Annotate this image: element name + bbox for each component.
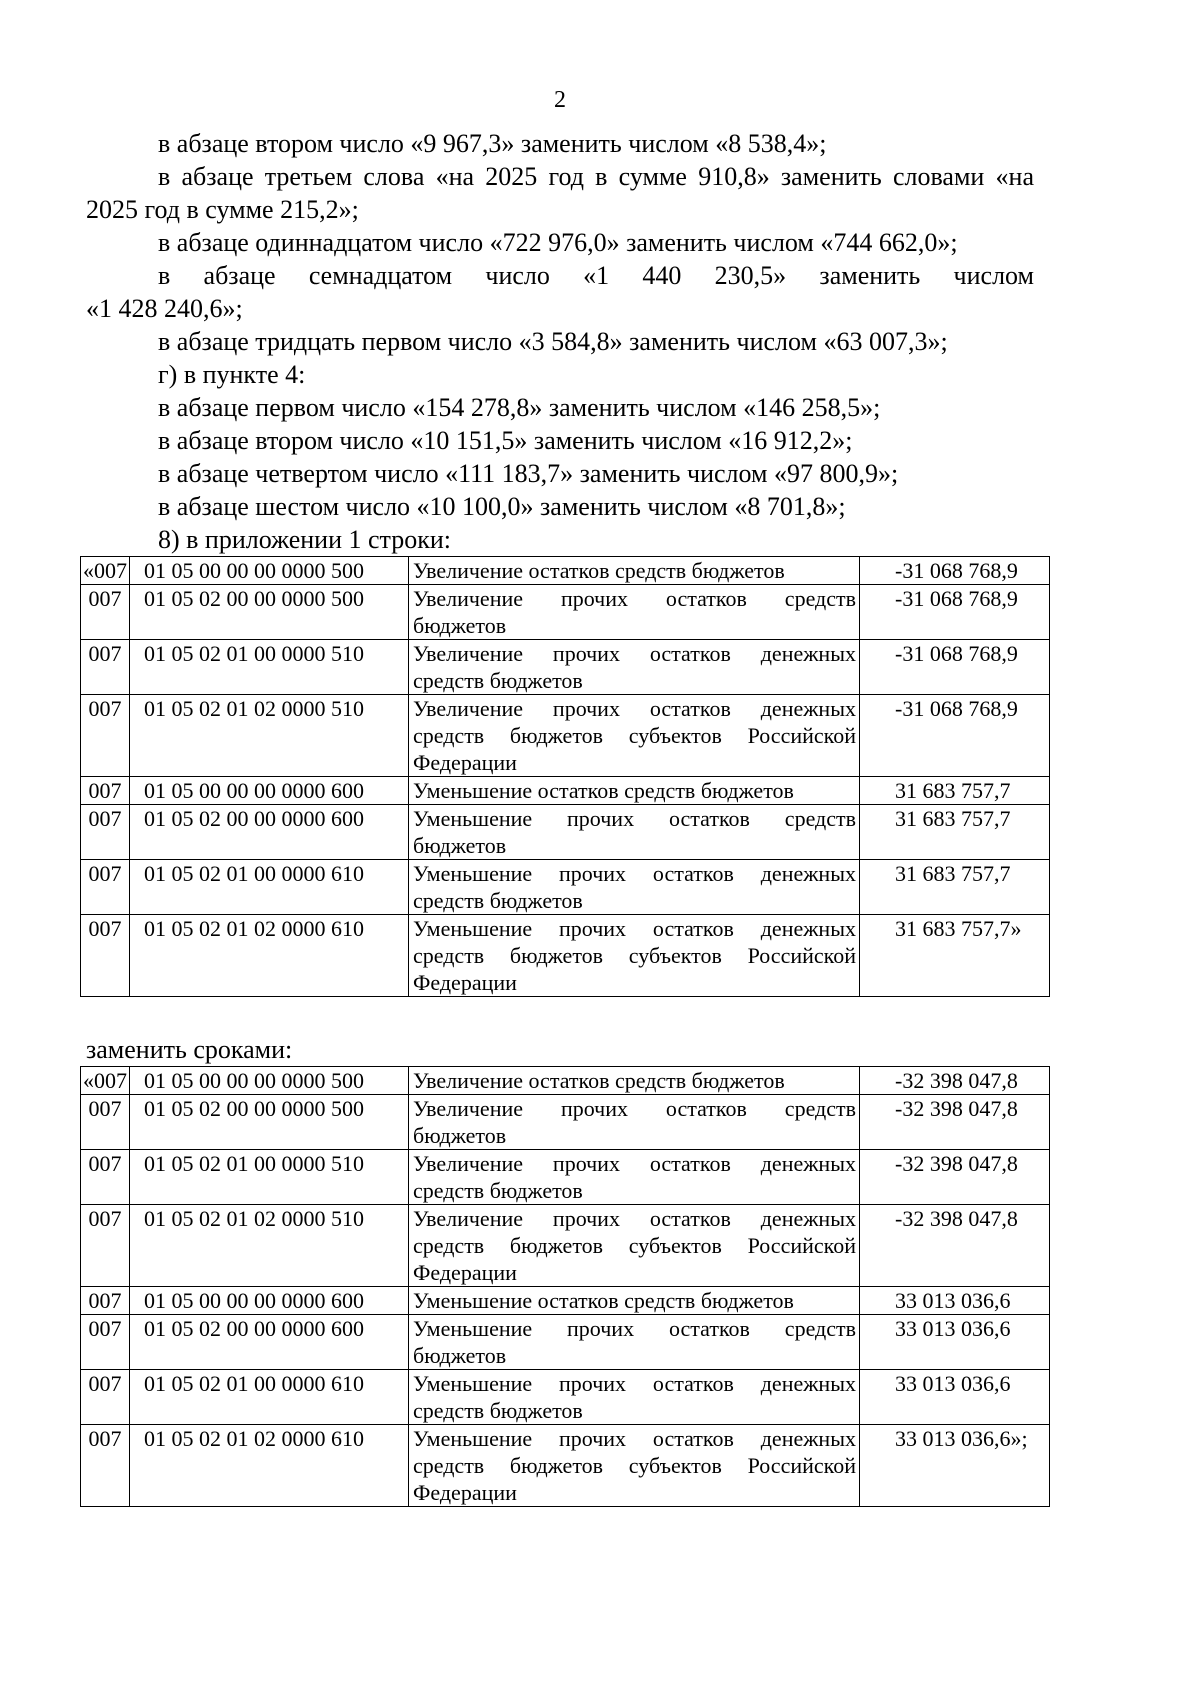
amount-value: -32 398 047,8 [895, 1068, 1018, 1093]
table-row [81, 695, 1050, 777]
amount-value: 31 683 757,7 [895, 861, 1011, 886]
amount-cell [860, 1315, 1050, 1370]
paragraph: в абзаце первом число «154 278,8» заменить числом «146 258,5»; [158, 393, 881, 422]
admin-code-cell: 007 [81, 695, 130, 777]
budget-code-cell: 01 05 02 01 02 0000 510 [130, 1205, 409, 1287]
amount-cell [860, 695, 1050, 777]
budget-code-cell: 01 05 02 01 00 0000 510 [130, 640, 409, 695]
description-cell: Увеличение остатков средств бюджетов [409, 1067, 860, 1095]
budget-code-cell: 01 05 02 01 00 0000 510 [130, 1150, 409, 1205]
table-row [81, 860, 1050, 915]
description-cell: Увеличение прочих остатков денежных средств бюджетов субъектов Российской Федерации [409, 1205, 860, 1287]
description-cell: Уменьшение прочих остатков денежных средств бюджетов субъектов Российской Федерации [409, 1425, 860, 1507]
paragraph: в абзаце одиннадцатом число «722 976,0» заменить числом «744 662,0»; [158, 228, 958, 257]
admin-code-cell: 007 [81, 1150, 130, 1205]
table-row [81, 777, 1050, 805]
amount-value: 31 683 757,7 [895, 778, 1011, 803]
admin-code-cell: 007 [81, 777, 130, 805]
admin-code-cell: 007 [81, 585, 130, 640]
amount-cell [860, 585, 1050, 640]
amount-value: -31 068 768,9 [895, 696, 1018, 721]
amount-value: 33 013 036,6»; [895, 1426, 1028, 1451]
amount-cell [860, 1287, 1050, 1315]
amount-value: 31 683 757,7 [895, 806, 1011, 831]
amount-value: -32 398 047,8 [895, 1151, 1018, 1176]
description-cell: Увеличение прочих остатков денежных средств бюджетов [409, 640, 860, 695]
admin-code-cell: «007 [81, 557, 130, 585]
description-cell: Увеличение прочих остатков денежных средств бюджетов субъектов Российской Федерации [409, 695, 860, 777]
table-row [81, 585, 1050, 640]
amount-cell [860, 915, 1050, 997]
table-row [81, 915, 1050, 997]
description-cell: Уменьшение прочих остатков денежных средств бюджетов субъектов Российской Федерации [409, 915, 860, 997]
admin-code-cell: 007 [81, 1095, 130, 1150]
table-row [81, 1287, 1050, 1315]
budget-code-cell: 01 05 00 00 00 0000 600 [130, 1287, 409, 1315]
description-cell: Уменьшение остатков средств бюджетов [409, 1287, 860, 1315]
paragraph: г) в пункте 4: [158, 360, 306, 389]
paragraph: в абзаце шестом число «10 100,0» заменить числом «8 701,8»; [158, 492, 846, 521]
admin-code-cell: 007 [81, 805, 130, 860]
table-row [81, 1095, 1050, 1150]
admin-code-cell: 007 [81, 915, 130, 997]
budget-code-cell: 01 05 02 00 00 0000 500 [130, 1095, 409, 1150]
amount-value: -31 068 768,9 [895, 558, 1018, 583]
paragraph: в абзаце третьем слова «на 2025 год в сумме 910,8» заменить словами «на 2025 год в сумме 215,2»; [86, 162, 1034, 224]
table-row [81, 557, 1050, 585]
paragraph: в абзаце тридцать первом число «3 584,8» заменить числом «63 007,3»; [158, 327, 948, 356]
paragraph: в абзаце семнадцатом число «1 440 230,5» заменить числом [158, 261, 1034, 290]
amount-cell [860, 1067, 1050, 1095]
amount-cell [860, 860, 1050, 915]
description-cell: Уменьшение прочих остатков средств бюджетов [409, 1315, 860, 1370]
replace-label: заменить сроками: [86, 1035, 293, 1064]
spacer [86, 997, 1034, 1033]
budget-code-cell: 01 05 02 01 02 0000 610 [130, 1425, 409, 1507]
paragraph: 8) в приложении 1 строки: [158, 525, 451, 554]
admin-code-cell: 007 [81, 1205, 130, 1287]
table-row [81, 1067, 1050, 1095]
amount-cell [860, 777, 1050, 805]
amount-value: -31 068 768,9 [895, 641, 1018, 666]
paragraph: в абзаце втором число «9 967,3» заменить числом «8 538,4»; [158, 129, 827, 158]
description-cell: Увеличение остатков средств бюджетов [409, 557, 860, 585]
amount-cell [860, 640, 1050, 695]
admin-code-cell: 007 [81, 860, 130, 915]
admin-code-cell: 007 [81, 1287, 130, 1315]
table-row [81, 1370, 1050, 1425]
table-row [81, 1205, 1050, 1287]
budget-code-cell: 01 05 02 01 02 0000 610 [130, 915, 409, 997]
amount-value: 33 013 036,6 [895, 1371, 1011, 1396]
budget-code-cell: 01 05 02 00 00 0000 600 [130, 805, 409, 860]
amount-cell [860, 1095, 1050, 1150]
table-row [81, 640, 1050, 695]
table-row [81, 1315, 1050, 1370]
description-cell: Уменьшение остатков средств бюджетов [409, 777, 860, 805]
amount-cell [860, 805, 1050, 860]
budget-code-cell: 01 05 00 00 00 0000 600 [130, 777, 409, 805]
admin-code-cell: «007 [81, 1067, 130, 1095]
amount-value: 33 013 036,6 [895, 1316, 1011, 1341]
table-row [81, 1150, 1050, 1205]
budget-code-cell: 01 05 02 00 00 0000 600 [130, 1315, 409, 1370]
budget-code-cell: 01 05 02 01 00 0000 610 [130, 1370, 409, 1425]
admin-code-cell: 007 [81, 1315, 130, 1370]
budget-code-cell: 01 05 00 00 00 0000 500 [130, 1067, 409, 1095]
old-rows-table [80, 556, 1050, 997]
amount-cell [860, 557, 1050, 585]
description-cell: Увеличение прочих остатков средств бюджетов [409, 1095, 860, 1150]
amount-cell [860, 1150, 1050, 1205]
description-cell: Уменьшение прочих остатков денежных средств бюджетов [409, 1370, 860, 1425]
page-number: 2 [554, 87, 566, 113]
table-row [81, 1425, 1050, 1507]
amount-value: -32 398 047,8 [895, 1206, 1018, 1231]
description-cell: Увеличение прочих остатков средств бюджетов [409, 585, 860, 640]
admin-code-cell: 007 [81, 1425, 130, 1507]
budget-code-cell: 01 05 02 01 00 0000 610 [130, 860, 409, 915]
document-body [83, 127, 1034, 1507]
amount-value: 33 013 036,6 [895, 1288, 1011, 1313]
budget-code-cell: 01 05 00 00 00 0000 500 [130, 557, 409, 585]
new-rows-table [80, 1066, 1050, 1507]
description-cell: Увеличение прочих остатков денежных средств бюджетов [409, 1150, 860, 1205]
admin-code-cell: 007 [81, 640, 130, 695]
budget-code-cell: 01 05 02 00 00 0000 500 [130, 585, 409, 640]
amount-cell [860, 1370, 1050, 1425]
description-cell: Уменьшение прочих остатков денежных средств бюджетов [409, 860, 860, 915]
paragraph: «1 428 240,6»; [86, 294, 243, 323]
amount-value: 31 683 757,7» [895, 916, 1022, 941]
table-row [81, 805, 1050, 860]
budget-code-cell: 01 05 02 01 02 0000 510 [130, 695, 409, 777]
admin-code-cell: 007 [81, 1370, 130, 1425]
paragraph: в абзаце втором число «10 151,5» заменить числом «16 912,2»; [158, 426, 853, 455]
amount-value: -31 068 768,9 [895, 586, 1018, 611]
description-cell: Уменьшение прочих остатков средств бюджетов [409, 805, 860, 860]
amount-value: -32 398 047,8 [895, 1096, 1018, 1121]
amount-cell [860, 1205, 1050, 1287]
paragraph: в абзаце четвертом число «111 183,7» заменить числом «97 800,9»; [158, 459, 899, 488]
amount-cell [860, 1425, 1050, 1507]
